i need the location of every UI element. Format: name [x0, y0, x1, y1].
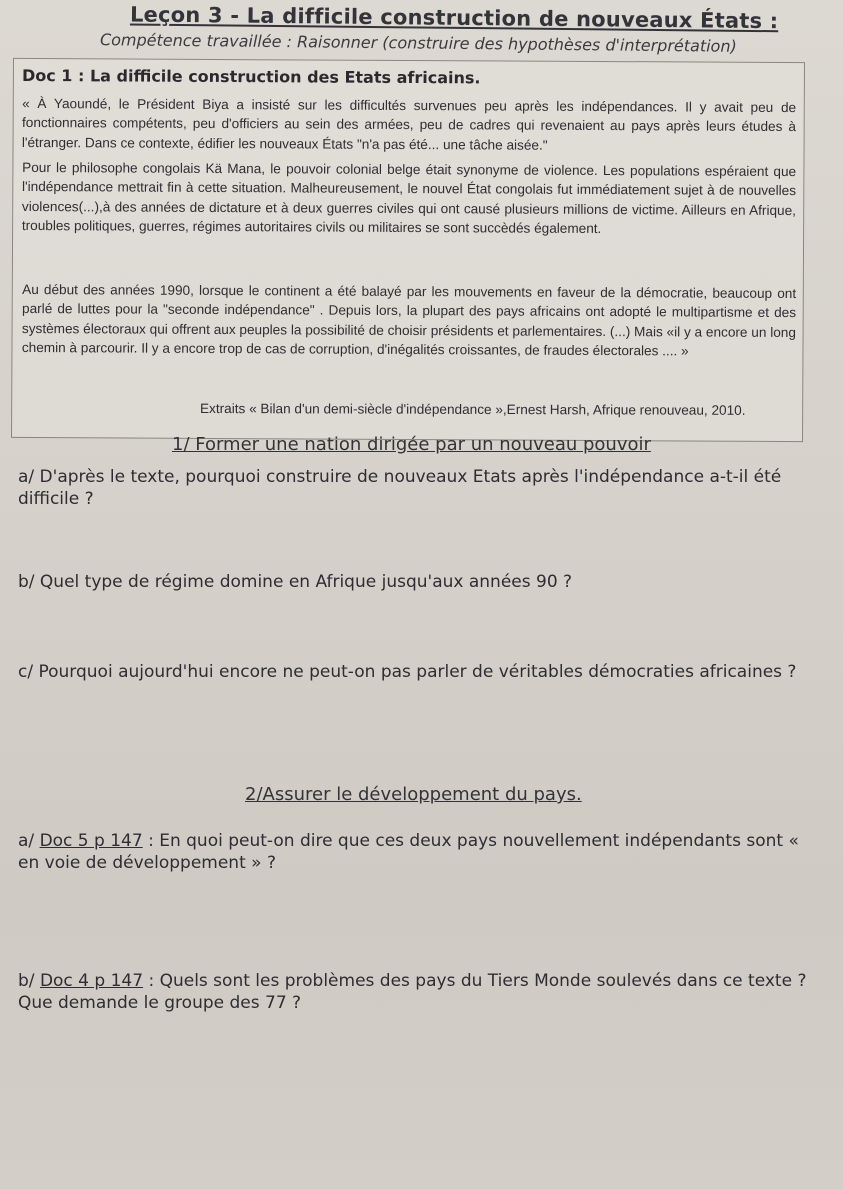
question-2b-doc-ref: Doc 4 p 147: [39, 971, 144, 991]
question-2b-text: : Quels sont les problèmes des pays du Tiers Monde soulevés dans ce texte ? Que demande le groupe des 77 ?: [18, 971, 807, 1013]
doc1-paragraph-1: « À Yaoundé, le Président Biya a insisté sur les difficultés survenues peu après les indépendances. Il y avait peu de fonctionnaires compétents, peu d'officiers au sein des armées, peu de cadres qui revenaient au pays après leurs études à l'étranger. Dans ce contexte, édifier les nouveaux États "n'a pas été... une tâche aisée.": [21, 95, 797, 153]
question-2a: [18, 830, 818, 874]
lesson-title: Leçon 3 - La difficile construction de nouveaux États :: [129, 2, 779, 34]
question-1c: c/ Pourquoi aujourd'hui encore ne peut-on pas parler de véritables démocraties africaines ?: [18, 662, 797, 682]
question-2a-prefix: a/: [18, 831, 40, 851]
question-2b-prefix: b/: [18, 971, 40, 991]
doc1-source: Extraits « Bilan d'un demi-siècle d'indépendance »,Ernest Harsh, Afrique renouveau, 2010.: [199, 400, 746, 418]
question-2b: [18, 970, 818, 1014]
section-2-title: 2/Assurer le développement du pays.: [245, 784, 582, 805]
doc1-paragraph-3: Au début des années 1990, lorsque le continent a été balayé par les mouvements en faveur de la démocratie, beaucoup ont parlé de luttes pour la "seconde indépendance" . Depuis lors, la plupart des pays africains ont adopté le multipartisme et des systèmes électoraux qui offrent aux peuples la possibilité de choisir présidents et parlementaires. (...) Mais «il y a encore un long chemin à parcourir. Il y a encore trop de cas de corruption, d'inégalités croissantes, de fraudes électorales .... »: [21, 281, 797, 359]
question-2a-text: : En quoi peut-on dire que ces deux pays nouvellement indépendants sont « en voie de développement » ?: [18, 831, 799, 873]
question-2a-doc-ref: Doc 5 p 147: [39, 831, 143, 851]
question-1b: b/ Quel type de régime domine en Afrique jusqu'aux années 90 ?: [18, 572, 573, 592]
question-1a: a/ D'après le texte, pourquoi construire de nouveaux Etats après l'indépendance a-t-il été difficile ?: [18, 467, 782, 509]
section-1-title: 1/ Former une nation dirigée par un nouveau pouvoir: [172, 434, 651, 455]
doc1-paragraph-2: Pour le philosophe congolais Kä Mana, le pouvoir colonial belge était synonyme de violence. Les populations espéraient que l'indépendance mettrait fin à cette situation. Malheureusement, le nouvel État congolais fut immédiatement sujet à de nouvelles violences(...),à des années de dictature et à deux guerres civiles qui ont causé plusieurs millions de victime. Ailleurs en Afrique, troubles politiques, guerres, régimes autoritaires civils ou militaires se sont succèdés également.: [21, 159, 797, 237]
doc1-title: Doc 1 : La difficile construction des Etats africains.: [21, 65, 481, 88]
competence-line: Compétence travaillée : Raisonner (construire des hypothèses d'interprétation): [99, 30, 737, 56]
